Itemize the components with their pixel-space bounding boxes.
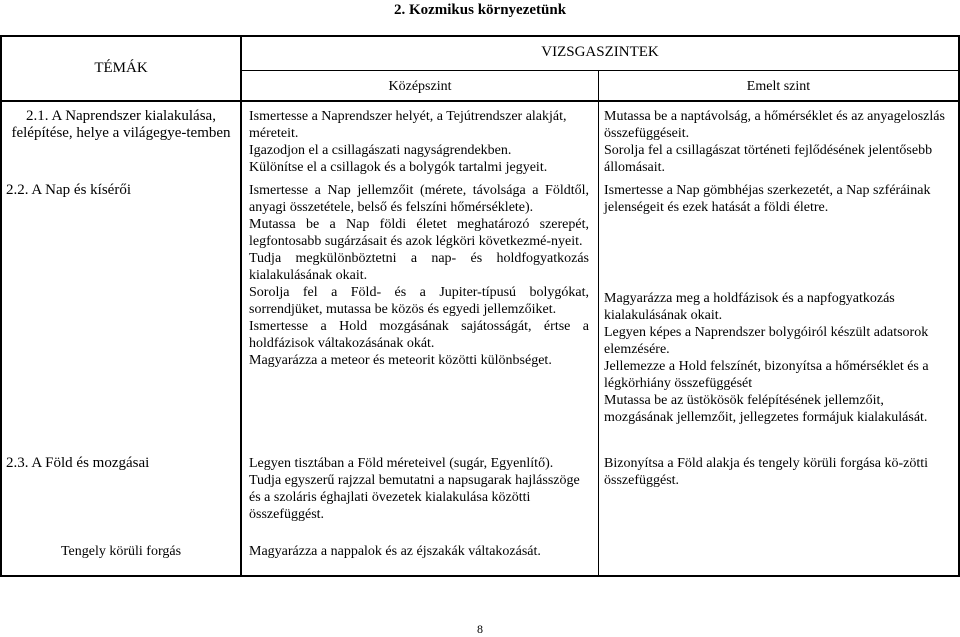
table-top-border xyxy=(0,35,960,37)
table-bottom-border xyxy=(0,575,960,577)
requirement-text: Különítse el a csillagok és a bolygók tartalmi jegyeit. xyxy=(249,160,548,175)
requirement-text: Legyen tisztában a Föld méreteivel (sugár, Egyenlítő). xyxy=(249,456,554,471)
requirement-text: Bizonyítsa a Föld alakja és tengely körüli forgása kö-zötti összefüggést. xyxy=(604,456,928,488)
requirement-text: Tudja egyszerű rajzzal bemutatni a napsugarak hajlásszöge és a szoláris éghajlati övezetek kialakulása közötti összefüggést. xyxy=(249,473,580,522)
advanced-level-cell-2-2-b xyxy=(604,290,954,426)
requirement-text: Magyarázza a meteor és meteorit közötti különbséget. xyxy=(249,353,552,368)
advanced-level-cell-2-2-a xyxy=(604,182,954,216)
topic-column-divider xyxy=(240,35,242,577)
requirement-text: Ismertesse a Nap jellemzőit (mérete, távolsága a Földtől, anyagi összetétele, belső és felszíni hőmérséklete). xyxy=(249,183,589,215)
mid-level-cell-rotation xyxy=(249,543,589,560)
requirement-text: Mutassa be az üstökösök felépítésének jellemzőit, mozgásának jellemzőit, jellegzetes formájuk kialakulását. xyxy=(604,393,928,425)
exam-levels-header: VIZSGASZINTEK xyxy=(541,44,659,60)
mid-level-header: Középszint xyxy=(388,79,452,94)
topics-header: TÉMÁK xyxy=(94,60,148,76)
table-left-border xyxy=(0,35,2,577)
topic-2-1: 2.1. A Naprendszer kialakulása, felépítése, helye a világegye-temben xyxy=(11,108,231,141)
requirement-text: Ismertesse a Naprendszer helyét, a Tejútrendszer alakját, méreteit. xyxy=(249,109,567,141)
header-divider-line xyxy=(240,70,960,71)
advanced-level-cell-2-1 xyxy=(604,108,954,176)
requirement-text: Mutassa be a Nap földi életet meghatározó szerepét, legfontosabb sugárzásait és azok légköri következmé-nyeit. xyxy=(249,217,589,249)
page-number: 8 xyxy=(477,622,483,636)
requirement-text: Magyarázza a nappalok és az éjszakák váltakozását. xyxy=(249,544,541,559)
header-bottom-line xyxy=(0,100,960,102)
mid-level-cell-2-1 xyxy=(249,108,589,176)
level-column-divider xyxy=(598,71,599,577)
requirement-text: Tudja megkülönböztetni a nap- és holdfogyatkozás kialakulásának okait. xyxy=(249,251,589,283)
requirement-text: Igazodjon el a csillagászati nagyságrendekben. xyxy=(249,143,512,158)
topic-2-2: 2.2. A Nap és kísérői xyxy=(6,182,131,198)
requirement-text: Mutassa be a naptávolság, a hőmérséklet és az anyageloszlás összefüggéseit. xyxy=(604,109,945,141)
requirement-text: Sorolja fel a csillagászat történeti fejlődésének jelentősebb állomásait. xyxy=(604,143,933,175)
section-title: 2. Kozmikus környezetünk xyxy=(393,2,567,18)
topic-2-3: 2.3. A Föld és mozgásai xyxy=(6,455,150,471)
mid-level-cell-2-2 xyxy=(249,182,589,369)
mid-level-cell-2-3 xyxy=(249,455,589,523)
requirement-text: Jellemezze a Hold felszínét, bizonyítsa a hőmérséklet és a légkörhiány összefüggését xyxy=(604,359,929,391)
requirement-text: Legyen képes a Naprendszer bolygóiról készült adatsorok elemzésére. xyxy=(604,325,929,357)
advanced-level-cell-2-3 xyxy=(604,455,954,489)
requirement-text: Ismertesse a Nap gömbhéjas szerkezetét, a Nap szféráinak jelenségeit és ezek hatását a földi életre. xyxy=(604,183,931,215)
requirement-text: Magyarázza meg a holdfázisok és a napfogyatkozás kialakulásának okait. xyxy=(604,291,895,323)
advanced-level-header: Emelt szint xyxy=(746,79,811,94)
subtopic-axial-rotation: Tengely körüli forgás xyxy=(60,544,182,559)
requirement-text: Sorolja fel a Föld- és a Jupiter-típusú bolygókat, sorrendjüket, mutassa be közös és egyedi jellemzőiket. xyxy=(249,285,589,317)
requirement-text: Ismertesse a Hold mozgásának sajátosságát, értse a holdfázisok váltakozásának okát. xyxy=(249,319,589,351)
